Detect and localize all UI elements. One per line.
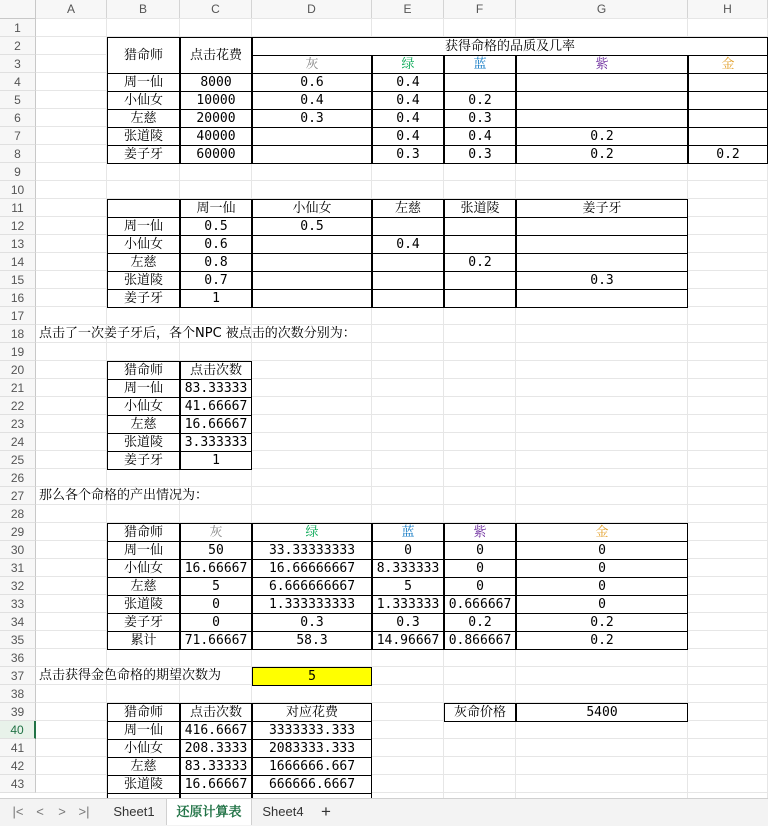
hunter-name-cell[interactable]: 姜子牙 bbox=[107, 613, 180, 632]
row-header-14[interactable]: 14 bbox=[0, 253, 36, 271]
header-quality-purple[interactable]: 紫 bbox=[516, 55, 688, 74]
probability-cell-gold[interactable] bbox=[688, 91, 768, 110]
column-header-A[interactable]: A bbox=[36, 0, 107, 19]
tab-sheet1[interactable]: Sheet1 bbox=[113, 804, 155, 819]
header-quality-green[interactable]: 绿 bbox=[252, 523, 372, 542]
header-quality-green[interactable]: 绿 bbox=[372, 55, 444, 74]
column-header-F[interactable]: F bbox=[444, 0, 516, 19]
matrix-corner-cell[interactable] bbox=[107, 199, 180, 218]
probability-cell-grey[interactable]: 0.3 bbox=[252, 109, 372, 128]
matrix-row-name-cell[interactable]: 小仙女 bbox=[107, 235, 180, 254]
probability-cell-green[interactable]: 0.4 bbox=[372, 73, 444, 92]
row-header-43[interactable]: 43 bbox=[0, 775, 36, 793]
matrix-value-cell[interactable]: 0.3 bbox=[516, 271, 688, 290]
probability-cell-purple[interactable]: 0.2 bbox=[516, 145, 688, 164]
probability-cell-gold[interactable]: 0.2 bbox=[688, 145, 768, 164]
probability-cell-blue[interactable]: 0.4 bbox=[444, 127, 516, 146]
row-header-6[interactable]: 6 bbox=[0, 109, 36, 127]
header-hunter[interactable]: 猎命师 bbox=[107, 703, 180, 722]
row-header-30[interactable]: 30 bbox=[0, 541, 36, 559]
output-cell-grey[interactable]: 50 bbox=[180, 541, 252, 560]
row-header-12[interactable]: 12 bbox=[0, 217, 36, 235]
output-cell-gold[interactable]: 0 bbox=[516, 541, 688, 560]
tab-sheet4[interactable]: Sheet4 bbox=[262, 804, 304, 819]
row-header-19[interactable]: 19 bbox=[0, 343, 36, 361]
matrix-value-cell[interactable] bbox=[444, 217, 516, 236]
probability-cell-grey[interactable] bbox=[252, 127, 372, 146]
row-header-18[interactable]: 18 bbox=[0, 325, 36, 343]
row-header-11[interactable]: 11 bbox=[0, 199, 36, 217]
row-header-31[interactable]: 31 bbox=[0, 559, 36, 577]
header-quality-blue[interactable]: 蓝 bbox=[444, 55, 516, 74]
row-header-34[interactable]: 34 bbox=[0, 613, 36, 631]
cost-cell[interactable]: 666666.6667 bbox=[252, 775, 372, 794]
output-cell-green[interactable]: 6.666666667 bbox=[252, 577, 372, 596]
matrix-value-cell[interactable] bbox=[444, 235, 516, 254]
click-cost-cell[interactable]: 8000 bbox=[180, 73, 252, 92]
header-click-cost[interactable]: 点击花费 bbox=[180, 37, 252, 74]
row-header-32[interactable]: 32 bbox=[0, 577, 36, 595]
cost-cell[interactable]: 2083333.333 bbox=[252, 739, 372, 758]
probability-cell-purple[interactable] bbox=[516, 109, 688, 128]
hunter-name-cell[interactable]: 左慈 bbox=[107, 757, 180, 776]
hunter-name-cell[interactable]: 张道陵 bbox=[107, 775, 180, 794]
click-count-cell[interactable]: 16.66667 bbox=[180, 775, 252, 794]
matrix-value-cell[interactable]: 0.4 bbox=[372, 235, 444, 254]
probability-cell-grey[interactable]: 0.6 bbox=[252, 73, 372, 92]
matrix-value-cell[interactable] bbox=[516, 289, 688, 308]
matrix-value-cell[interactable]: 0.2 bbox=[444, 253, 516, 272]
column-header-B[interactable]: B bbox=[107, 0, 180, 19]
row-header-10[interactable]: 10 bbox=[0, 181, 36, 199]
row-header-36[interactable]: 36 bbox=[0, 649, 36, 667]
hunter-name-cell[interactable]: 张道陵 bbox=[107, 127, 180, 146]
header-quality-purple[interactable]: 紫 bbox=[444, 523, 516, 542]
hunter-name-cell[interactable]: 左慈 bbox=[107, 109, 180, 128]
click-cost-cell[interactable]: 60000 bbox=[180, 145, 252, 164]
matrix-value-cell[interactable] bbox=[372, 271, 444, 290]
hunter-name-cell[interactable]: 周一仙 bbox=[107, 541, 180, 560]
row-header-33[interactable]: 33 bbox=[0, 595, 36, 613]
header-quality-grey[interactable]: 灰 bbox=[180, 523, 252, 542]
matrix-value-cell[interactable] bbox=[444, 289, 516, 308]
matrix-value-cell[interactable] bbox=[252, 253, 372, 272]
hunter-name-cell[interactable]: 小仙女 bbox=[107, 559, 180, 578]
matrix-value-cell[interactable]: 0.6 bbox=[180, 235, 252, 254]
row-header-26[interactable]: 26 bbox=[0, 469, 36, 487]
output-cell-grey[interactable]: 71.66667 bbox=[180, 631, 252, 650]
output-cell-gold[interactable]: 0 bbox=[516, 559, 688, 578]
note-click-counts-text[interactable]: 点击了一次姜子牙后，各个NPC 被点击的次数分别为： bbox=[39, 326, 356, 341]
probability-cell-green[interactable]: 0.4 bbox=[372, 109, 444, 128]
matrix-row-name-cell[interactable]: 周一仙 bbox=[107, 217, 180, 236]
row-header-15[interactable]: 15 bbox=[0, 271, 36, 289]
hunter-name-cell[interactable]: 周一仙 bbox=[107, 721, 180, 740]
probability-cell-gold[interactable] bbox=[688, 109, 768, 128]
matrix-value-cell[interactable] bbox=[252, 289, 372, 308]
row-header-2[interactable]: 2 bbox=[0, 37, 36, 55]
row-header-40[interactable]: 40 bbox=[0, 721, 36, 739]
matrix-value-cell[interactable] bbox=[516, 217, 688, 236]
grey-price-value-cell[interactable]: 5400 bbox=[516, 703, 688, 722]
header-quality-probability[interactable]: 获得命格的品质及几率 bbox=[252, 37, 768, 56]
row-header-27[interactable]: 27 bbox=[0, 487, 36, 505]
output-cell-blue[interactable]: 8.333333 bbox=[372, 559, 444, 578]
click-count-cell[interactable]: 83.33333 bbox=[180, 379, 252, 398]
output-cell-blue[interactable]: 14.96667 bbox=[372, 631, 444, 650]
click-count-cell[interactable]: 83.33333 bbox=[180, 757, 252, 776]
output-cell-grey[interactable]: 16.66667 bbox=[180, 559, 252, 578]
expected-gold-value-cell[interactable]: 5 bbox=[252, 667, 372, 686]
output-cell-grey[interactable]: 0 bbox=[180, 613, 252, 632]
hunter-name-cell[interactable]: 姜子牙 bbox=[107, 451, 180, 470]
matrix-value-cell[interactable]: 1 bbox=[180, 289, 252, 308]
click-count-cell[interactable]: 416.6667 bbox=[180, 721, 252, 740]
header-click-count[interactable]: 点击次数 bbox=[180, 361, 252, 380]
matrix-value-cell[interactable] bbox=[444, 271, 516, 290]
tab-active-sheet[interactable]: 还原计算表 bbox=[166, 799, 252, 825]
row-header-35[interactable]: 35 bbox=[0, 631, 36, 649]
probability-cell-green[interactable]: 0.3 bbox=[372, 145, 444, 164]
column-header-E[interactable]: E bbox=[372, 0, 444, 19]
row-header-28[interactable]: 28 bbox=[0, 505, 36, 523]
last-sheet-button[interactable]: >| bbox=[78, 804, 90, 819]
note-output-text[interactable]: 那么各个命格的产出情况为： bbox=[39, 488, 209, 503]
matrix-value-cell[interactable] bbox=[372, 217, 444, 236]
column-header-G[interactable]: G bbox=[516, 0, 688, 19]
row-header-9[interactable]: 9 bbox=[0, 163, 36, 181]
probability-cell-grey[interactable]: 0.4 bbox=[252, 91, 372, 110]
column-header-C[interactable]: C bbox=[180, 0, 252, 19]
output-cell-purple[interactable]: 0.2 bbox=[444, 613, 516, 632]
hunter-name-cell[interactable]: 小仙女 bbox=[107, 397, 180, 416]
row-header-4[interactable]: 4 bbox=[0, 73, 36, 91]
matrix-value-cell[interactable]: 0.8 bbox=[180, 253, 252, 272]
output-cell-green[interactable]: 33.33333333 bbox=[252, 541, 372, 560]
probability-cell-gold[interactable] bbox=[688, 73, 768, 92]
matrix-value-cell[interactable] bbox=[516, 253, 688, 272]
hunter-name-cell[interactable]: 姜子牙 bbox=[107, 145, 180, 164]
output-cell-purple[interactable]: 0.666667 bbox=[444, 595, 516, 614]
output-cell-blue[interactable]: 0.3 bbox=[372, 613, 444, 632]
output-cell-green[interactable]: 58.3 bbox=[252, 631, 372, 650]
probability-cell-blue[interactable]: 0.3 bbox=[444, 145, 516, 164]
hunter-name-cell[interactable]: 周一仙 bbox=[107, 379, 180, 398]
row-header-42[interactable]: 42 bbox=[0, 757, 36, 775]
header-hunter[interactable]: 猎命师 bbox=[107, 37, 180, 74]
header-quality-blue[interactable]: 蓝 bbox=[372, 523, 444, 542]
output-cell-blue[interactable]: 1.333333 bbox=[372, 595, 444, 614]
matrix-value-cell[interactable] bbox=[372, 289, 444, 308]
probability-cell-gold[interactable] bbox=[688, 127, 768, 146]
click-count-cell[interactable]: 41.66667 bbox=[180, 397, 252, 416]
row-header-20[interactable]: 20 bbox=[0, 361, 36, 379]
click-cost-cell[interactable]: 10000 bbox=[180, 91, 252, 110]
matrix-header-cell[interactable]: 周一仙 bbox=[180, 199, 252, 218]
click-count-cell[interactable]: 16.66667 bbox=[180, 415, 252, 434]
gridline bbox=[36, 180, 768, 181]
header-quality-gold[interactable]: 金 bbox=[688, 55, 768, 74]
output-cell-gold[interactable]: 0 bbox=[516, 595, 688, 614]
hunter-name-cell[interactable]: 周一仙 bbox=[107, 73, 180, 92]
matrix-row-name-cell[interactable]: 左慈 bbox=[107, 253, 180, 272]
row-header-13[interactable]: 13 bbox=[0, 235, 36, 253]
output-cell-gold[interactable]: 0 bbox=[516, 577, 688, 596]
gridline bbox=[36, 18, 768, 19]
select-all-corner[interactable] bbox=[0, 0, 36, 19]
row-header-1[interactable]: 1 bbox=[0, 19, 36, 37]
probability-cell-green[interactable]: 0.4 bbox=[372, 127, 444, 146]
probability-cell-purple[interactable] bbox=[516, 73, 688, 92]
probability-cell-green[interactable]: 0.4 bbox=[372, 91, 444, 110]
probability-cell-blue[interactable] bbox=[444, 73, 516, 92]
matrix-row-name-cell[interactable]: 姜子牙 bbox=[107, 289, 180, 308]
add-sheet-icon[interactable]: + bbox=[321, 802, 331, 821]
row-header-24[interactable]: 24 bbox=[0, 433, 36, 451]
click-count-cell[interactable]: 3.333333 bbox=[180, 433, 252, 452]
output-cell-purple[interactable]: 0 bbox=[444, 577, 516, 596]
matrix-row-name-cell[interactable]: 张道陵 bbox=[107, 271, 180, 290]
row-header-17[interactable]: 17 bbox=[0, 307, 36, 325]
probability-cell-blue[interactable]: 0.3 bbox=[444, 109, 516, 128]
output-cell-gold[interactable]: 0.2 bbox=[516, 631, 688, 650]
click-count-cell[interactable]: 1 bbox=[180, 451, 252, 470]
grey-price-label-cell[interactable]: 灰命价格 bbox=[444, 703, 516, 722]
cost-cell[interactable]: 3333333.333 bbox=[252, 721, 372, 740]
matrix-header-cell[interactable]: 姜子牙 bbox=[516, 199, 688, 218]
matrix-value-cell[interactable] bbox=[252, 271, 372, 290]
row-header-3[interactable]: 3 bbox=[0, 55, 36, 73]
matrix-value-cell[interactable] bbox=[372, 253, 444, 272]
hunter-name-cell[interactable]: 小仙女 bbox=[107, 91, 180, 110]
output-cell-purple[interactable]: 0 bbox=[444, 559, 516, 578]
click-count-cell[interactable]: 208.3333 bbox=[180, 739, 252, 758]
header-quality-grey[interactable]: 灰 bbox=[252, 55, 372, 74]
expected-gold-label[interactable]: 点击获得金色命格的期望次数为 bbox=[39, 668, 222, 683]
hunter-name-cell[interactable]: 张道陵 bbox=[107, 433, 180, 452]
matrix-value-cell[interactable] bbox=[516, 235, 688, 254]
header-hunter[interactable]: 猎命师 bbox=[107, 361, 180, 380]
hunter-name-cell[interactable]: 张道陵 bbox=[107, 595, 180, 614]
row-header-41[interactable]: 41 bbox=[0, 739, 36, 757]
prev-sheet-button[interactable]: < bbox=[36, 804, 44, 819]
row-header-37[interactable]: 37 bbox=[0, 667, 36, 685]
hunter-name-cell[interactable]: 左慈 bbox=[107, 415, 180, 434]
output-cell-green[interactable]: 0.3 bbox=[252, 613, 372, 632]
matrix-header-cell[interactable]: 小仙女 bbox=[252, 199, 372, 218]
matrix-value-cell[interactable]: 0.7 bbox=[180, 271, 252, 290]
output-cell-green[interactable]: 1.333333333 bbox=[252, 595, 372, 614]
header-hunter[interactable]: 猎命师 bbox=[107, 523, 180, 542]
sheet-tab-bar bbox=[0, 798, 768, 826]
probability-cell-grey[interactable] bbox=[252, 145, 372, 164]
output-cell-grey[interactable]: 5 bbox=[180, 577, 252, 596]
row-header-22[interactable]: 22 bbox=[0, 397, 36, 415]
row-header-7[interactable]: 7 bbox=[0, 127, 36, 145]
output-cell-gold[interactable]: 0.2 bbox=[516, 613, 688, 632]
matrix-value-cell[interactable]: 0.5 bbox=[180, 217, 252, 236]
matrix-value-cell[interactable]: 0.5 bbox=[252, 217, 372, 236]
header-click-count[interactable]: 点击次数 bbox=[180, 703, 252, 722]
output-cell-green[interactable]: 16.66666667 bbox=[252, 559, 372, 578]
hunter-name-cell[interactable]: 小仙女 bbox=[107, 739, 180, 758]
header-quality-gold[interactable]: 金 bbox=[516, 523, 688, 542]
matrix-header-cell[interactable]: 张道陵 bbox=[444, 199, 516, 218]
output-cell-purple[interactable]: 0 bbox=[444, 541, 516, 560]
row-header-8[interactable]: 8 bbox=[0, 145, 36, 163]
total-label-cell[interactable]: 累计 bbox=[107, 631, 180, 650]
row-header-5[interactable]: 5 bbox=[0, 91, 36, 109]
column-header-D[interactable]: D bbox=[252, 0, 372, 19]
row-header-29[interactable]: 29 bbox=[0, 523, 36, 541]
probability-cell-purple[interactable] bbox=[516, 91, 688, 110]
header-corresponding-cost[interactable]: 对应花费 bbox=[252, 703, 372, 722]
column-header-H[interactable]: H bbox=[688, 0, 768, 19]
hunter-name-cell[interactable]: 左慈 bbox=[107, 577, 180, 596]
row-header-16[interactable]: 16 bbox=[0, 289, 36, 307]
row-header-25[interactable]: 25 bbox=[0, 451, 36, 469]
matrix-header-cell[interactable]: 左慈 bbox=[372, 199, 444, 218]
next-sheet-button[interactable]: > bbox=[58, 804, 66, 819]
output-cell-grey[interactable]: 0 bbox=[180, 595, 252, 614]
output-cell-blue[interactable]: 5 bbox=[372, 577, 444, 596]
first-sheet-button[interactable]: |< bbox=[12, 804, 24, 819]
row-header-23[interactable]: 23 bbox=[0, 415, 36, 433]
output-cell-blue[interactable]: 0 bbox=[372, 541, 444, 560]
click-cost-cell[interactable]: 20000 bbox=[180, 109, 252, 128]
row-header-39[interactable]: 39 bbox=[0, 703, 36, 721]
probability-cell-blue[interactable]: 0.2 bbox=[444, 91, 516, 110]
output-cell-purple[interactable]: 0.866667 bbox=[444, 631, 516, 650]
click-cost-cell[interactable]: 40000 bbox=[180, 127, 252, 146]
row-header-21[interactable]: 21 bbox=[0, 379, 36, 397]
probability-cell-purple[interactable]: 0.2 bbox=[516, 127, 688, 146]
cost-cell[interactable]: 1666666.667 bbox=[252, 757, 372, 776]
matrix-value-cell[interactable] bbox=[252, 235, 372, 254]
row-header-38[interactable]: 38 bbox=[0, 685, 36, 703]
